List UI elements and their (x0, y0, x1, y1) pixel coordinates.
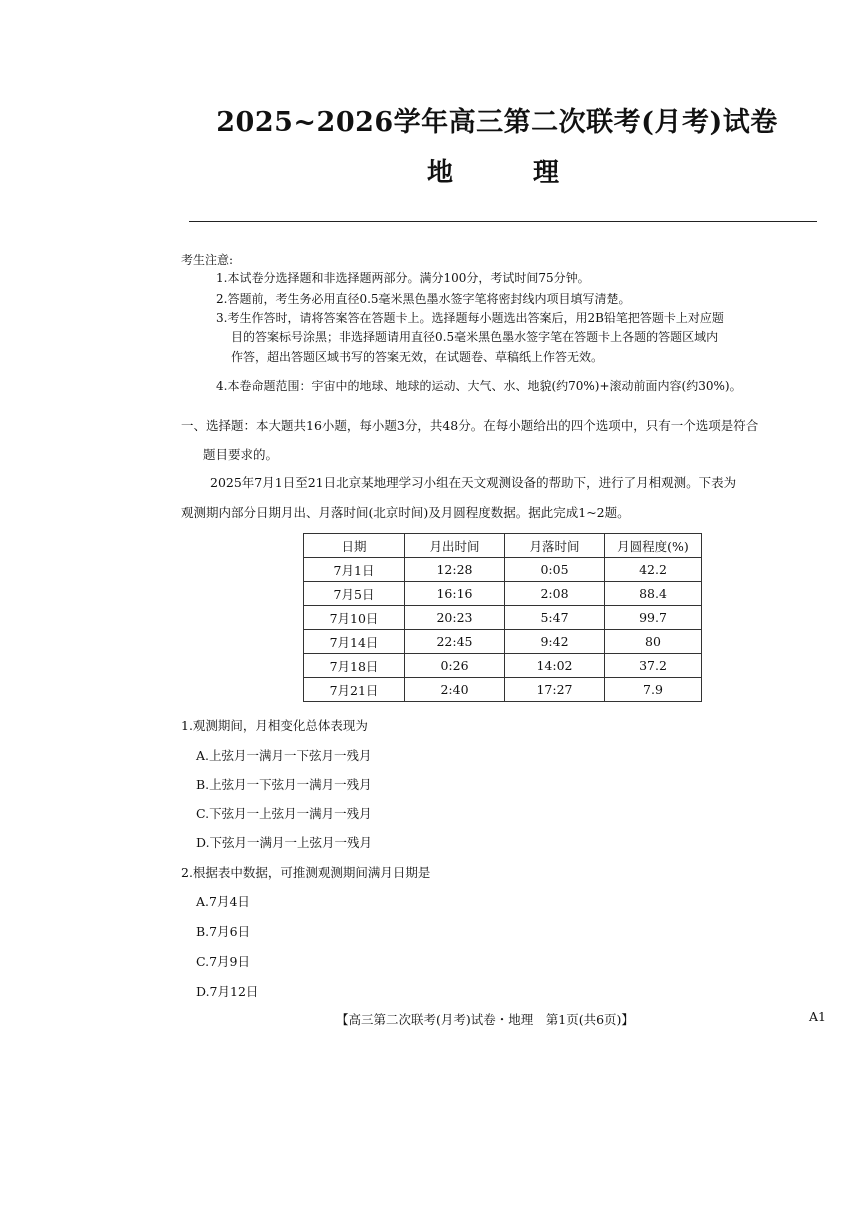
table-cell: 7月1日 (304, 558, 405, 582)
table-cell: 2:40 (405, 678, 505, 702)
exam-title: 2025~2026学年高三第二次联考(月考)试卷 (216, 107, 778, 138)
notice-item-3-cont1: 目的答案标号涂黑；非选择题请用直径0.5毫米黑色墨水签字笔在答题卡上各题的答题区域内 (231, 330, 719, 344)
table-header: 日期 (304, 534, 405, 558)
notice-item-1: 1.本试卷分选择题和非选择题两部分。满分100分，考试时间75分钟。 (216, 271, 590, 285)
question-2-option-d: D.7月12日 (196, 984, 259, 999)
table-cell: 42.2 (605, 558, 702, 582)
table-header: 月落时间 (505, 534, 605, 558)
section-heading-cont: 题目要求的。 (203, 447, 279, 462)
table-cell: 7月10日 (304, 606, 405, 630)
table-row (304, 582, 702, 606)
table-row (304, 678, 702, 702)
table-row (304, 606, 702, 630)
table-row (304, 654, 702, 678)
table-header-row (304, 534, 702, 558)
question-2-stem: 2.根据表中数据，可推测观测期间满月日期是 (181, 865, 431, 880)
table-cell: 16:16 (405, 582, 505, 606)
table-cell: 7.9 (605, 678, 702, 702)
notice-label: 考生注意: (181, 253, 234, 267)
table-cell: 7月14日 (304, 630, 405, 654)
question-1-option-a: A.上弦月一满月一下弦月一残月 (196, 748, 372, 763)
table-cell: 12:28 (405, 558, 505, 582)
table-cell: 0:05 (505, 558, 605, 582)
table-cell: 0:26 (405, 654, 505, 678)
table-cell: 14:02 (505, 654, 605, 678)
subject-char-1: 地 (427, 158, 454, 188)
question-2-option-c: C.7月9日 (196, 954, 250, 969)
table-cell: 20:23 (405, 606, 505, 630)
question-2-option-b: B.7月6日 (196, 924, 251, 939)
table-cell: 7月18日 (304, 654, 405, 678)
table-cell: 22:45 (405, 630, 505, 654)
table-cell: 17:27 (505, 678, 605, 702)
notice-item-3: 3.考生作答时，请将答案答在答题卡上。选择题每小题选出答案后，用2B铅笔把答题卡上对应题 (216, 311, 724, 325)
table-cell: 9:42 (505, 630, 605, 654)
title-divider (189, 221, 817, 222)
table-cell: 2:08 (505, 582, 605, 606)
notice-item-4: 4.本卷命题范围：宇宙中的地球、地球的运动、大气、水、地貌(约70%)+滚动前面内容(约30%)。 (216, 379, 742, 393)
subject-char-2: 理 (533, 158, 560, 188)
table-cell: 7月5日 (304, 582, 405, 606)
question-1-option-b: B.上弦月一下弦月一满月一残月 (196, 777, 372, 792)
table-row (304, 558, 702, 582)
table-cell: 99.7 (605, 606, 702, 630)
table-cell: 37.2 (605, 654, 702, 678)
table-row (304, 630, 702, 654)
notice-item-3-cont2: 作答，超出答题区域书写的答案无效，在试题卷、草稿纸上作答无效。 (231, 350, 604, 364)
paper-version-code: A1 (809, 1009, 826, 1024)
notice-item-2: 2.答题前，考生务必用直径0.5毫米黑色墨水签字笔将密封线内项目填写清楚。 (216, 292, 631, 306)
passage-line-1: 2025年7月1日至21日北京某地理学习小组在天文观测设备的帮助下，进行了月相观测。下表为 (210, 475, 737, 490)
table-header: 月圆程度(%) (605, 534, 702, 558)
moon-phase-table (303, 533, 702, 702)
question-1-option-c: C.下弦月一上弦月一满月一残月 (196, 806, 372, 821)
page-footer: 【高三第二次联考(月考)试卷・地理 第1页(共6页)】 (336, 1012, 634, 1027)
table-cell: 88.4 (605, 582, 702, 606)
table-cell: 7月21日 (304, 678, 405, 702)
table-header: 月出时间 (405, 534, 505, 558)
passage-line-2: 观测期内部分日期月出、月落时间(北京时间)及月圆程度数据。据此完成1~2题。 (181, 505, 630, 520)
table-cell: 5:47 (505, 606, 605, 630)
table-cell: 80 (605, 630, 702, 654)
section-heading: 一、选择题：本大题共16小题，每小题3分，共48分。在每小题给出的四个选项中，只有一个选项是符合 (181, 418, 759, 433)
question-2-option-a: A.7月4日 (196, 894, 250, 909)
question-1-stem: 1.观测期间，月相变化总体表现为 (181, 718, 368, 733)
question-1-option-d: D.下弦月一满月一上弦月一残月 (196, 835, 373, 850)
